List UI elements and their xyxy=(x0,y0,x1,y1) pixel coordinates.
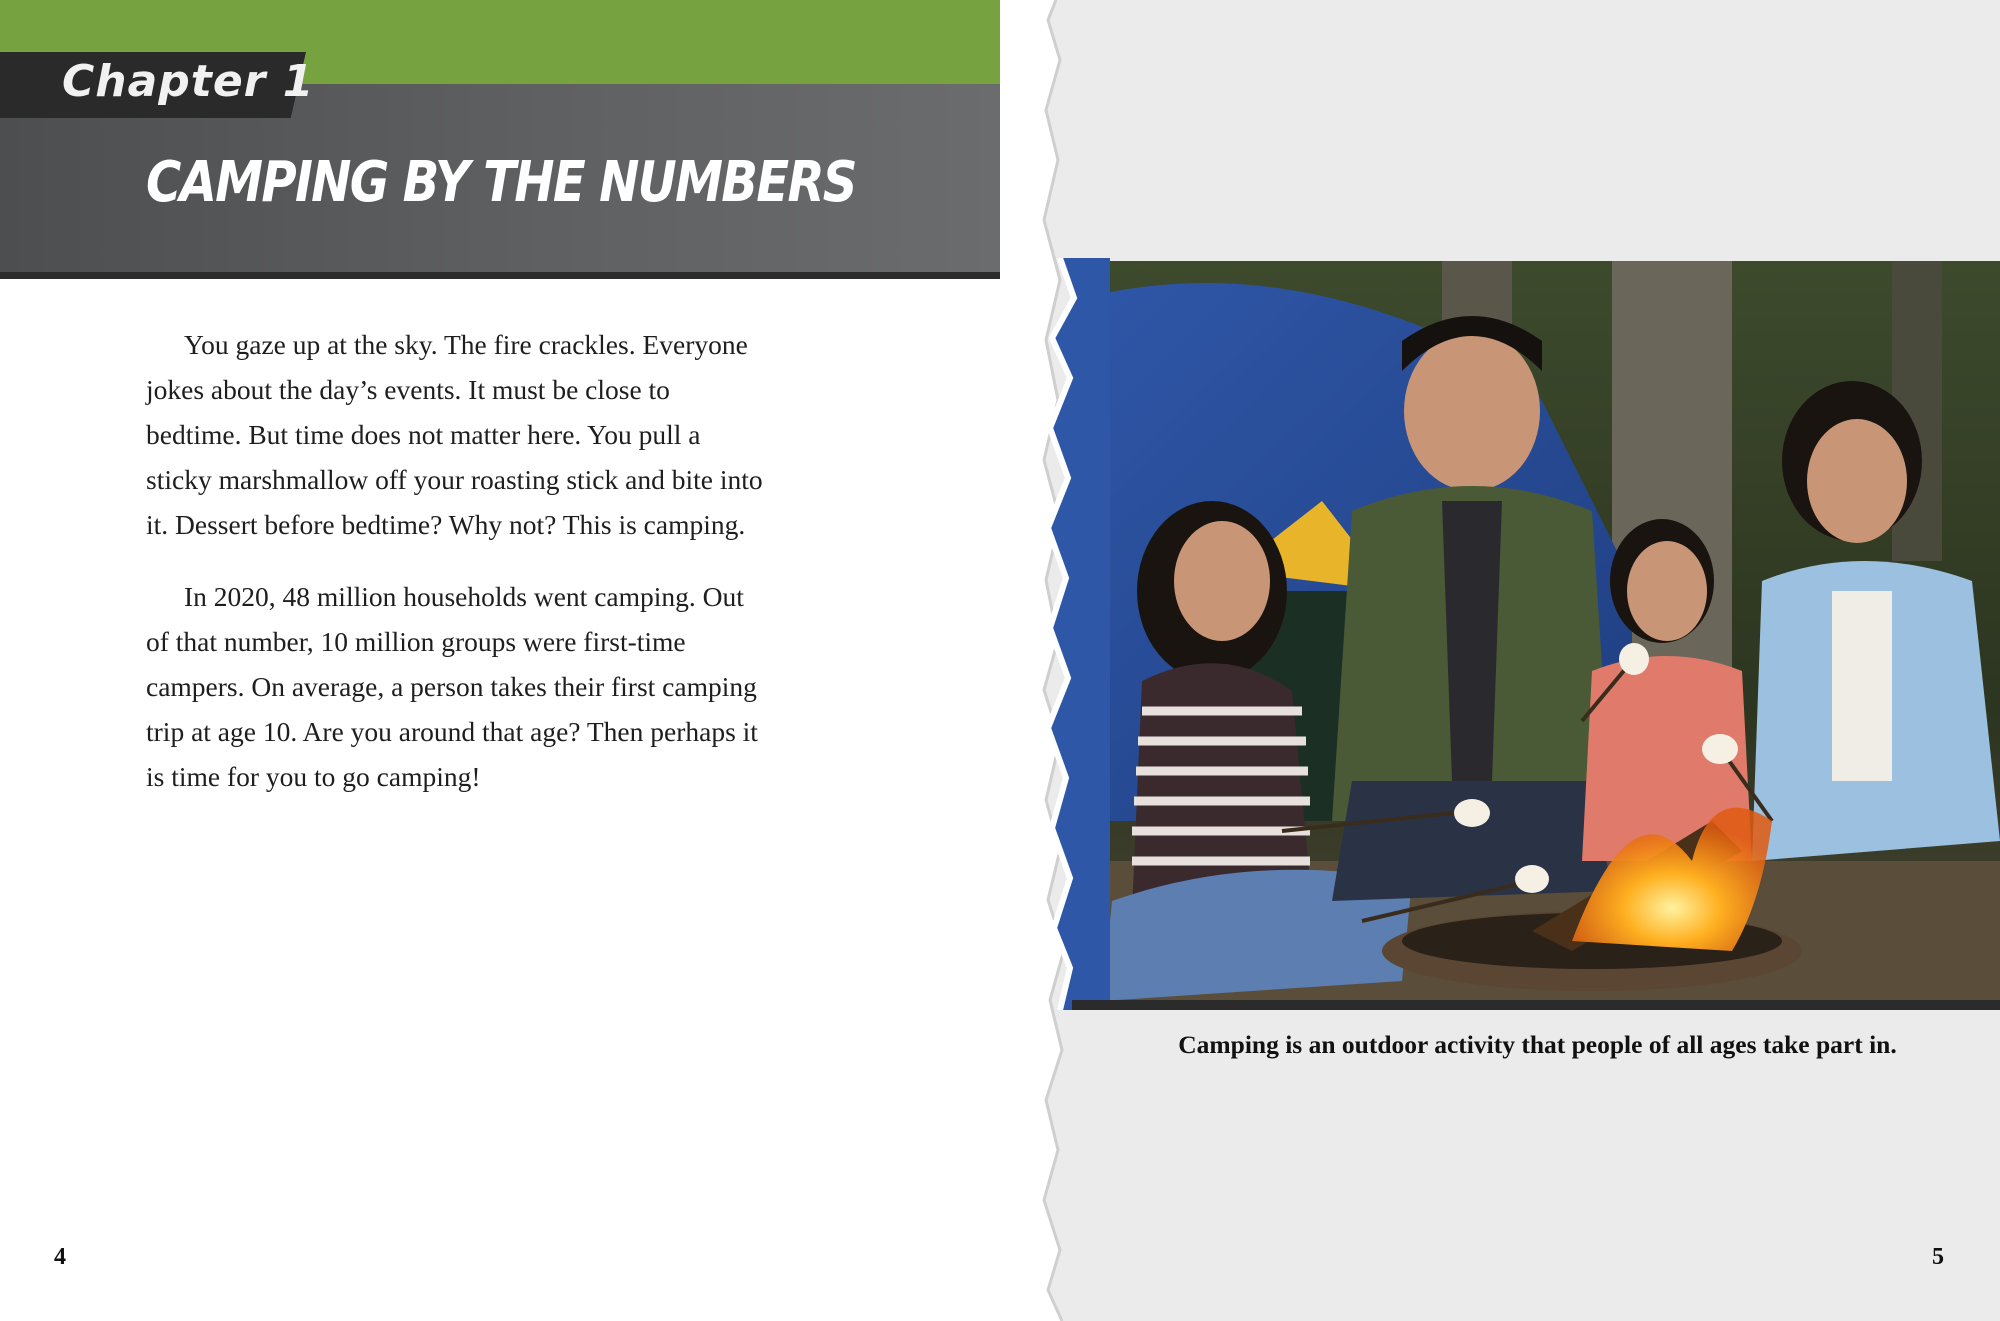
header-divider xyxy=(0,272,1000,279)
photo-bottom-rule xyxy=(1072,1000,2000,1010)
paragraph-1: You gaze up at the sky. The fire crackles. Everyone jokes about the day’s events. It must be close to bedtime. But time does not matter here. You pull a sticky marshmallow off your roasting stick and bite into it. Dessert before bedtime? Why not? This is camping. xyxy=(146,329,763,540)
chapter-label: Chapter 1 xyxy=(62,56,315,107)
body-text xyxy=(146,322,766,826)
paragraph-2: In 2020, 48 million households went camping. Out of that number, 10 million groups were first-time campers. On average, a person takes their first camping trip at age 10. Are you around that age? Then perhaps it is time for you to go camping! xyxy=(146,581,758,792)
photo-torn-edge xyxy=(1040,258,1110,1010)
page-number-left: 4 xyxy=(54,1244,66,1270)
chapter-title: CAMPING BY THE NUMBERS xyxy=(146,150,856,215)
photo-caption: Camping is an outdoor activity that people of all ages take part in. xyxy=(1178,1030,1897,1059)
camping-photo xyxy=(1072,261,2000,1008)
page-number-right: 5 xyxy=(1932,1244,1944,1270)
